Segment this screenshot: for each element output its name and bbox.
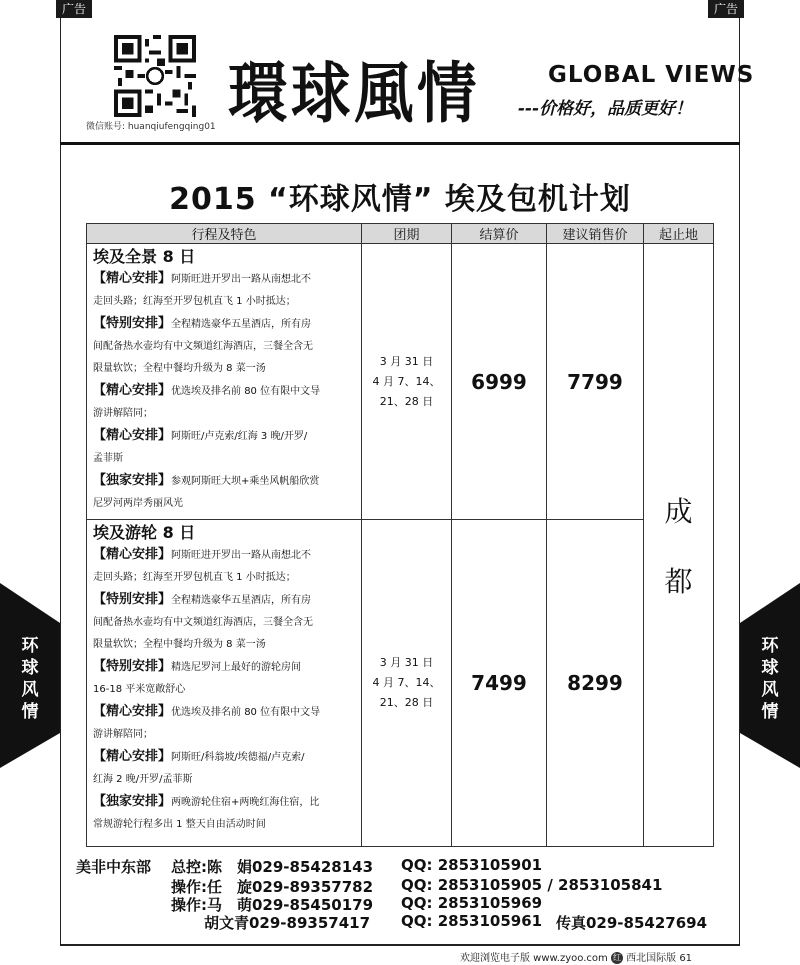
date-line: 3 月 31 日 (379, 656, 434, 669)
feature-text: 两晚游轮住宿+两晚红海住宿，比 (171, 797, 320, 808)
feature-tag: 【独家安排】 (93, 794, 172, 809)
itinerary-name: 埃及游轮 8 日 (93, 523, 196, 542)
badge-icon: 红 (612, 953, 621, 962)
feature-tag: 【精心安排】 (93, 749, 172, 764)
footer-divider (60, 944, 740, 945)
side-char: 风 (21, 680, 39, 700)
contact-person: 操作:任 旋029-89357782 (171, 878, 374, 896)
feature-text: 精选尼罗河上最好的游轮房间 (171, 662, 302, 673)
contact-person: 操作:马 萌029-85450179 (171, 896, 374, 914)
ad-label-left: 广告 (56, 0, 92, 18)
feature-text: 优选埃及排名前 80 位有限中文导 (171, 707, 321, 718)
feature-text: 尼罗河两岸秀丽风光 (93, 498, 183, 509)
header-divider (60, 142, 740, 145)
feature-text: 间配备热水壶均有中文频道红海酒店，三餐全含无 (93, 617, 313, 628)
brand-logo-text: 環球風情 (228, 54, 480, 132)
retail-price: 8299 (547, 520, 644, 847)
feature-tag: 【特别安排】 (93, 659, 172, 674)
feature-text: 红海 2 晚/开罗/孟菲斯 (93, 774, 193, 785)
footer-text: 欢迎浏览电子版 www.zyoo.com (460, 953, 608, 964)
feature-text: 阿斯旺/科翁坡/埃德福/卢克索/ (171, 752, 305, 763)
qr-code-icon (114, 35, 196, 117)
contact-fax: 传真029-85427694 (556, 914, 708, 932)
feature-tag: 【精心安排】 (93, 704, 172, 719)
feature-text: 阿斯旺/卢克索/红海 3 晚/开罗/ (171, 431, 308, 442)
contact-qq: QQ: 2853105901 (401, 856, 543, 874)
feature-text: 走回头路；红海至开罗包机直飞 1 小时抵达； (93, 572, 296, 583)
feature-text: 限量软饮；全程中餐均升级为 8 菜一汤 (93, 639, 266, 650)
table-row (87, 244, 714, 520)
itinerary-table (86, 223, 714, 847)
side-tab-right (740, 583, 800, 768)
feature-text: 全程精选豪华五星酒店，所有房 (171, 595, 312, 606)
settle-price: 6999 (452, 244, 547, 520)
city-char: 都 (664, 565, 693, 598)
side-char: 风 (761, 680, 779, 700)
contact-person: 总控:陈 娟029-85428143 (171, 858, 374, 876)
contact-qq: QQ: 2853105905 / 2853105841 (401, 876, 663, 894)
retail-price: 7799 (547, 244, 644, 520)
date-line: 4 月 7、14、 (372, 676, 441, 689)
slogan: ---价格好，品质更好！ (518, 99, 693, 119)
side-char: 球 (21, 658, 39, 678)
feature-text: 孟菲斯 (93, 453, 123, 464)
feature-text: 走回头路；红海至开罗包机直飞 1 小时抵达； (93, 296, 296, 307)
feature-text: 阿斯旺进开罗出一路从南想北不 (171, 274, 312, 285)
date-line: 21、28 日 (379, 394, 434, 408)
page-number: 61 (679, 953, 693, 964)
date-line: 21、28 日 (379, 696, 434, 709)
feature-text: 游讲解陪同； (93, 729, 153, 740)
side-tab-left (0, 583, 60, 768)
contact-qq: QQ: 2853105969 (401, 894, 543, 912)
feature-tag: 【特别安排】 (93, 592, 172, 607)
feature-text: 全程精选豪华五星酒店，所有房 (171, 319, 312, 330)
table-row (87, 520, 714, 847)
table-header-row (87, 224, 714, 244)
feature-tag: 【精心安排】 (93, 428, 172, 443)
dates-cell (362, 520, 452, 847)
contact-qq: QQ: 2853105961 (401, 912, 543, 930)
page-title: 2015 “环球风情” 埃及包机计划 (169, 182, 631, 217)
global-views-label: GLOBAL VIEWS (548, 62, 755, 88)
side-char: 环 (21, 636, 39, 656)
header-retail-price: 建议销售价 (547, 224, 644, 244)
feature-text: 间配备热水壶均有中文频道红海酒店，三餐全含无 (93, 341, 313, 352)
header-itinerary: 行程及特色 (87, 224, 362, 244)
contact-person: 胡文青029-89357417 (204, 914, 371, 932)
date-line: 4 月 7、14、 (372, 374, 441, 388)
feature-tag: 【精心安排】 (93, 383, 172, 398)
feature-tag: 【精心安排】 (93, 271, 172, 286)
itinerary-name: 埃及全景 8 日 (93, 247, 196, 266)
feature-text: 参观阿斯旺大坝+乘坐风帆船欣赏 (171, 476, 320, 487)
feature-tag: 【精心安排】 (93, 547, 172, 562)
itinerary-cell (87, 520, 362, 847)
itinerary-cell (87, 244, 362, 520)
header-dates: 团期 (362, 224, 452, 244)
department-name: 美非中东部 (76, 858, 152, 876)
feature-text: 常规游轮行程多出 1 整天自由活动时间 (93, 819, 266, 830)
feature-text: 限量软饮；全程中餐均升级为 8 菜一汤 (93, 363, 266, 374)
side-char: 球 (761, 658, 779, 678)
feature-tag: 【特别安排】 (93, 316, 172, 331)
side-char: 环 (761, 636, 779, 656)
wechat-account: 微信账号: huanqiufengqing01 (86, 122, 216, 132)
feature-tag: 【独家安排】 (93, 473, 172, 488)
footer-section: 西北国际版 (626, 953, 677, 964)
feature-text: 16-18 平米宽敞舒心 (93, 684, 186, 695)
date-line: 3 月 31 日 (379, 354, 434, 368)
settle-price: 7499 (452, 520, 547, 847)
header-departure: 起止地 (644, 224, 714, 244)
feature-text: 优选埃及排名前 80 位有限中文导 (171, 386, 321, 397)
city-char: 成 (664, 495, 693, 528)
feature-text: 游讲解陪同； (93, 408, 153, 419)
side-char: 情 (761, 702, 779, 722)
dates-cell (362, 244, 452, 520)
footer (460, 949, 692, 964)
departure-city (644, 244, 714, 847)
feature-text: 阿斯旺进开罗出一路从南想北不 (171, 550, 312, 561)
side-char: 情 (21, 702, 39, 722)
ad-label-right: 广告 (708, 0, 744, 18)
header-settle-price: 结算价 (452, 224, 547, 244)
